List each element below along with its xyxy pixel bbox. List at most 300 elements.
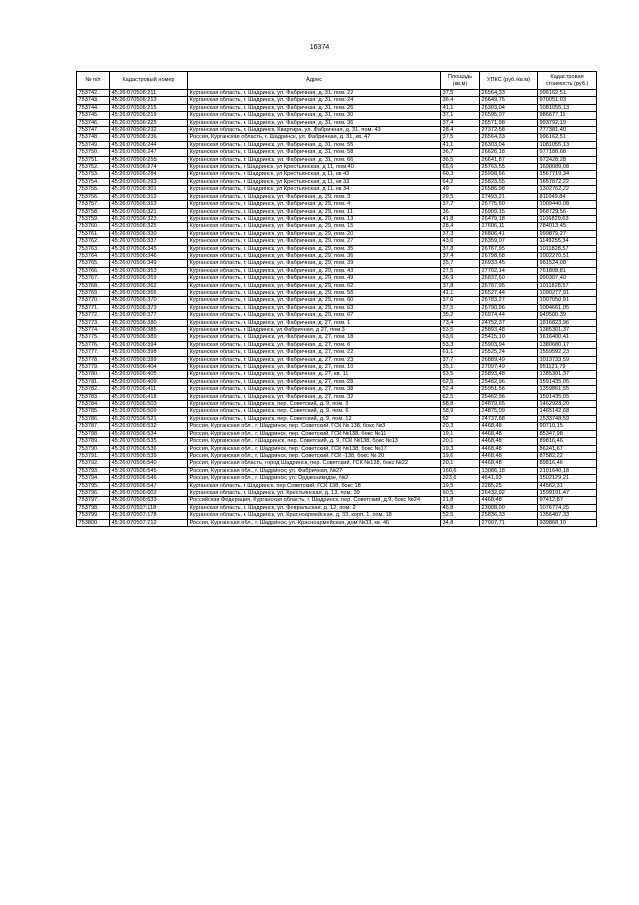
table-row <box>77 393 597 400</box>
cadastral-cost-cell: 1385301,37 <box>538 371 597 378</box>
row-number-cell: 753786. <box>77 415 110 422</box>
cadastral-cost-cell: 939868,19 <box>538 519 597 526</box>
cadastral-number-cell: 45:26:070506:349 <box>110 260 188 267</box>
cadastral-number-cell: 45:26:070506:325 <box>110 223 188 230</box>
cadastral-cost-cell: 968729,56 <box>538 208 597 215</box>
upks-cell: 23008,00 <box>480 504 538 511</box>
cadastral-cost-cell: 986677,11 <box>538 112 597 119</box>
address-cell: Курганская область, г. Шадринск, ул. Фабричная, д. 29, пом. 39 <box>188 260 441 267</box>
area-cell: 41,1 <box>441 141 480 148</box>
cadastral-number-cell: 45:26:070506:366 <box>110 289 188 296</box>
upks-cell: 26626,18 <box>480 149 538 156</box>
upks-cell: 4641,93 <box>480 475 538 482</box>
area-cell: 37,4 <box>441 252 480 259</box>
table-row <box>77 452 597 459</box>
cadastral-cost-cell: 970051,03 <box>538 97 597 104</box>
table-row <box>77 112 597 119</box>
table-row <box>77 119 597 126</box>
area-cell: 37,7 <box>441 356 480 363</box>
cadastral-number-cell: 45:26:070506:232 <box>110 127 188 134</box>
cadastral-cost-cell: 1149255,34 <box>538 238 597 245</box>
table-row <box>77 97 597 104</box>
header-address: Адрес <box>188 72 441 90</box>
address-cell: Курганская область, г. Шадринск, ул. Фабричная, д. 27, пом. 38 <box>188 386 441 393</box>
address-cell: Курганская область, г. Шадринск, ул. Фабричная, д. 31, пом. 55 <box>188 141 441 148</box>
table-row <box>77 127 597 134</box>
row-number-cell: 753744. <box>77 104 110 111</box>
cadastral-cost-cell: 972428,28 <box>538 156 597 163</box>
cadastral-table <box>76 71 597 527</box>
area-cell: 27,5 <box>441 267 480 274</box>
cadastral-cost-cell: 1616400,41 <box>538 334 597 341</box>
address-cell: Курганская область, г. Шадринск, ул. Фабричная, д. 27, пом. 18 <box>188 334 441 341</box>
cadastral-number-cell: 45:26:070506:633 <box>110 497 188 504</box>
address-cell: Курганская область, г. Шадринск, ул. Красноармейская, д. 33, корп. 1, пом. 18 <box>188 512 441 519</box>
table-row <box>77 460 597 467</box>
cadastral-number-cell: 45:26:070507:178 <box>110 512 188 519</box>
upks-cell: 25893,48 <box>480 327 538 334</box>
upks-cell: 4468,48 <box>480 423 538 430</box>
cadastral-cost-cell: 961524,08 <box>538 260 597 267</box>
cadastral-number-cell: 45:26:070506:385 <box>110 327 188 334</box>
table-row <box>77 415 597 422</box>
area-cell: 36,5 <box>441 156 480 163</box>
cadastral-number-cell: 45:26:070506:532 <box>110 423 188 430</box>
row-number-cell: 753758. <box>77 208 110 215</box>
upks-cell: 25462,96 <box>480 378 538 385</box>
table-row <box>77 178 597 185</box>
row-number-cell: 753765. <box>77 260 110 267</box>
area-cell: 60,3 <box>441 171 480 178</box>
cadastral-cost-cell: 1690089,08 <box>538 164 597 171</box>
row-number-cell: 753790. <box>77 445 110 452</box>
cadastral-number-cell: 45:26:070506:215 <box>110 104 188 111</box>
row-number-cell: 753770. <box>77 297 110 304</box>
area-cell: 20,1 <box>441 460 480 467</box>
cadastral-cost-cell: 1816823,96 <box>538 319 597 326</box>
table-row <box>77 312 597 319</box>
row-number-cell: 753763. <box>77 245 110 252</box>
cadastral-cost-cell: 1302762,22 <box>538 186 597 193</box>
row-number-cell: 753799. <box>77 512 110 519</box>
row-number-cell: 753783. <box>77 393 110 400</box>
row-number-cell: 753752. <box>77 164 110 171</box>
table-row <box>77 341 597 348</box>
cadastral-cost-cell: 1591435,05 <box>538 378 597 385</box>
table-row <box>77 215 597 222</box>
cadastral-cost-cell: 1081055,13 <box>538 141 597 148</box>
area-cell: 29,5 <box>441 193 480 200</box>
table-header-row <box>77 72 597 90</box>
area-cell: 34,8 <box>441 519 480 526</box>
upks-cell: 24752,37 <box>480 319 538 326</box>
cadastral-cost-cell: 97412,87 <box>538 497 597 504</box>
cadastral-cost-cell: 90710,15 <box>538 423 597 430</box>
area-cell: 35,7 <box>441 260 480 267</box>
cadastral-number-cell: 45:26:070506:534 <box>110 430 188 437</box>
row-number-cell: 753794. <box>77 475 110 482</box>
address-cell: Россия, Курганская область, г. Шадринск, ул. Фабричная, д. 31, кв. 47 <box>188 134 441 141</box>
table-row <box>77 401 597 408</box>
cadastral-number-cell: 45:26:070506:321 <box>110 208 188 215</box>
row-number-cell: 753774. <box>77 327 110 334</box>
address-cell: Курганская область, г. Шадринск, ул. Фабричная, д. 29, пом. 49 <box>188 275 441 282</box>
table-row <box>77 489 597 496</box>
cadastral-number-cell: 45:26:070506:389 <box>110 334 188 341</box>
area-cell: 35,1 <box>441 364 480 371</box>
upks-cell: 26359,07 <box>480 238 538 245</box>
table-row <box>77 252 597 259</box>
address-cell: Курганская область, г. Шадринск, ул. Фабричная, д. 31, пом. 36 <box>188 119 441 126</box>
cadastral-number-cell: 45:26:070506:380 <box>110 319 188 326</box>
upks-cell: 26889,49 <box>480 356 538 363</box>
table-row <box>77 156 597 163</box>
area-cell: 61,1 <box>441 349 480 356</box>
upks-cell: 24875,09 <box>480 408 538 415</box>
upks-cell: 26571,98 <box>480 119 538 126</box>
row-number-cell: 753789. <box>77 438 110 445</box>
upks-cell: 26595,07 <box>480 112 538 119</box>
table-row <box>77 386 597 393</box>
address-cell: Россия, Курганская обл., г. Шадринск, пер. Советский, ГСК №138, бокс №11 <box>188 430 441 437</box>
upks-cell: 24879,65 <box>480 401 538 408</box>
cadastral-number-cell: 45:26:070506:373 <box>110 304 188 311</box>
address-cell: Курганская область, г. Шадринск, ул. Фабричная, д. 27, пом. 6 <box>188 341 441 348</box>
row-number-cell: 753785. <box>77 408 110 415</box>
area-cell: 36,4 <box>441 97 480 104</box>
table-row <box>77 319 597 326</box>
address-cell: Курганская область, г. Шадринск, ул. Фабричная, д. 29, пом. 13 <box>188 215 441 222</box>
area-cell: 21,8 <box>441 497 480 504</box>
upks-cell: 26767,95 <box>480 245 538 252</box>
cadastral-number-cell: 45:26:070506:547 <box>110 482 188 489</box>
address-cell: Россия, Курганская обл., г. Шадринск, пер. Советский, ГСК №138, бокс №17 <box>188 445 441 452</box>
upks-cell: 27606,11 <box>480 223 538 230</box>
cadastral-number-cell: 45:26:070506:255 <box>110 156 188 163</box>
upks-cell: 26775,60 <box>480 201 538 208</box>
upks-cell: 25415,10 <box>480 334 538 341</box>
cadastral-cost-cell: 784013,45 <box>538 223 597 230</box>
cadastral-number-cell: 45:26:070506:539 <box>110 452 188 459</box>
area-cell: 19,1 <box>441 430 480 437</box>
upks-cell: 26909,15 <box>480 208 538 215</box>
upks-cell: 26783,27 <box>480 297 538 304</box>
table-row <box>77 475 597 482</box>
row-number-cell: 753756. <box>77 193 110 200</box>
row-number-cell: 753766. <box>77 267 110 274</box>
upks-cell: 25525,24 <box>480 349 538 356</box>
cadastral-cost-cell: 1599191,47 <box>538 489 597 496</box>
row-number-cell: 753797. <box>77 497 110 504</box>
area-cell: 41,1 <box>441 289 480 296</box>
cadastral-number-cell: 45:26:070506:346 <box>110 252 188 259</box>
row-number-cell: 753745. <box>77 112 110 119</box>
upks-cell: 25893,48 <box>480 371 538 378</box>
address-cell: Курганская область, г. Шадринск, Квартира, ул. Фабричная, д. 31, пом. 43 <box>188 127 441 134</box>
table-row <box>77 349 597 356</box>
table-row <box>77 275 597 282</box>
cadastral-number-cell: 45:26:070506:330 <box>110 230 188 237</box>
area-cell: 53,5 <box>441 371 480 378</box>
table-row <box>77 445 597 452</box>
cadastral-cost-cell: 1013733,59 <box>538 356 597 363</box>
upks-cell: 26767,95 <box>480 282 538 289</box>
cadastral-number-cell: 45:26:070506:211 <box>110 90 188 97</box>
cadastral-number-cell: 45:26:070506:362 <box>110 282 188 289</box>
address-cell: Курганская область, г. Шадринск, ул. Фабричная, д. 29, пом. 35 <box>188 245 441 252</box>
upks-cell: 26586,98 <box>480 186 538 193</box>
cadastral-cost-cell: 949500,39 <box>538 312 597 319</box>
cadastral-cost-cell: 1011828,57 <box>538 245 597 252</box>
address-cell: Россия, Курганская обл., г. Шадринск, пер. Советский, ГСК № 138, бокс №3 <box>188 423 441 430</box>
upks-cell: 27097,49 <box>480 364 538 371</box>
area-cell: 73,4 <box>441 319 480 326</box>
cadastral-cost-cell: 1002270,51 <box>538 252 597 259</box>
area-cell: 20,3 <box>441 423 480 430</box>
table-row <box>77 260 597 267</box>
table-row <box>77 378 597 385</box>
address-cell: Курганская область, г. Шадринск, ул. Фабричная, д. 29, пом. 36 <box>188 252 441 259</box>
cadastral-number-cell: 45:26:070506:213 <box>110 97 188 104</box>
row-number-cell: 753759. <box>77 215 110 222</box>
cadastral-number-cell: 45:26:070506:503 <box>110 401 188 408</box>
row-number-cell: 753788. <box>77 430 110 437</box>
area-cell: 58,8 <box>441 401 480 408</box>
area-cell: 65,6 <box>441 164 480 171</box>
table-row <box>77 201 597 208</box>
area-cell: 35,2 <box>441 312 480 319</box>
table-row <box>77 90 597 97</box>
header-area: Площадь (кв.м) <box>441 72 480 90</box>
cadastral-cost-cell: 990307,40 <box>538 275 597 282</box>
upks-cell: 26798,68 <box>480 252 538 259</box>
area-cell: 43,6 <box>441 238 480 245</box>
area-cell: 323,6 <box>441 475 480 482</box>
upks-cell: 27007,71 <box>480 519 538 526</box>
address-cell: Курганская область, г. Шадринск, ул. Фабричная, д. 29, пом. 3 <box>188 193 441 200</box>
area-cell: 64,2 <box>441 178 480 185</box>
area-cell: 37,7 <box>441 201 480 208</box>
upks-cell: 26933,45 <box>480 260 538 267</box>
cadastral-number-cell: 45:26:070506:323 <box>110 215 188 222</box>
address-cell: Курганская область, г. Шадринск, ул. Фабричная, д. 31, пом. 30 <box>188 112 441 119</box>
area-cell: 37,1 <box>441 112 480 119</box>
address-cell: Курганская область, г. Шадринск, ул. Фабричная, д. 27, кв. 11 <box>188 371 441 378</box>
upks-cell: 27702,14 <box>480 267 538 274</box>
cadastral-number-cell: 45:26:070506:536 <box>110 445 188 452</box>
table-row <box>77 512 597 519</box>
row-number-cell: 753742. <box>77 90 110 97</box>
area-cell: 20,1 <box>441 438 480 445</box>
cadastral-cost-cell: 1533748,59 <box>538 415 597 422</box>
address-cell: Курганская область, г. Шадринск, пер. Советский, д. 9, пом. 3 <box>188 401 441 408</box>
cadastral-number-cell: 45:26:070506:247 <box>110 149 188 156</box>
address-cell: Курганская область, г Шадринск, ул Фабричная, д 27, пом 3 <box>188 327 441 334</box>
upks-cell: 25951,56 <box>480 386 538 393</box>
address-cell: Курганская область, г. Шадринск, пер. Советский, д. 9, пом. 6 <box>188 408 441 415</box>
table-row <box>77 171 597 178</box>
row-number-cell: 753780. <box>77 371 110 378</box>
table-row <box>77 223 597 230</box>
table-row <box>77 519 597 526</box>
area-cell: 37,5 <box>441 304 480 311</box>
area-cell: 36 <box>441 208 480 215</box>
upks-cell: 26974,44 <box>480 312 538 319</box>
row-number-cell: 753795. <box>77 482 110 489</box>
address-cell: Россия, Курганская обл., г. Шадринск, ул. Фабричная, №27 <box>188 467 441 474</box>
cadastral-cost-cell: 761808,81 <box>538 267 597 274</box>
row-number-cell: 753754. <box>77 178 110 185</box>
cadastral-number-cell: 45:26:070506:312 <box>110 193 188 200</box>
address-cell: Курганская область, г Шадринск, ул Крестьянская, д 11, кв 43 <box>188 171 441 178</box>
area-cell: 52,4 <box>441 386 480 393</box>
address-cell: Курганская область, г. Шадринск, ул. Фабричная, д. 29, пом. 63 <box>188 304 441 311</box>
table-body <box>77 90 597 527</box>
address-cell: Курганская область, г. Шадринск, ул. Фабричная, д. 29, пом. 4 <box>188 201 441 208</box>
area-cell: 53,3 <box>441 341 480 348</box>
cadastral-number-cell: 45:26:070506:545 <box>110 467 188 474</box>
address-cell: Россия, Курганская обл., г.Шадринск, пер. Советский, д. 9, ГСК №138, бокс №13 <box>188 438 441 445</box>
row-number-cell: 753757. <box>77 201 110 208</box>
table-row <box>77 282 597 289</box>
cadastral-cost-cell: 89816,46 <box>538 438 597 445</box>
area-cell: 19,6 <box>441 452 480 459</box>
cadastral-cost-cell: 1567719,34 <box>538 171 597 178</box>
cadastral-number-cell: 45:26:070506:225 <box>110 119 188 126</box>
upks-cell: 26479,18 <box>480 215 538 222</box>
table-row <box>77 482 597 489</box>
address-cell: Курганская область, г. Шадринск, ул. Фабричная, д. 31, пом. 26 <box>188 104 441 111</box>
header-num: № п/п <box>77 72 110 90</box>
upks-cell: 26641,87 <box>480 156 538 163</box>
address-cell: Курганская область, г. Шадринск, пер. Советский, д. 9, пом. 12 <box>188 415 441 422</box>
row-number-cell: 753776. <box>77 341 110 348</box>
area-cell: 46,8 <box>441 504 480 511</box>
cadastral-number-cell: 45:26:070506:337 <box>110 238 188 245</box>
upks-cell: 25836,33 <box>480 512 538 519</box>
cadastral-number-cell: 45:26:070506:293 <box>110 178 188 185</box>
cadastral-number-cell: 45:26:070507:118 <box>110 504 188 511</box>
cadastral-number-cell: 45:26:070506:399 <box>110 356 188 363</box>
row-number-cell: 753747. <box>77 127 110 134</box>
upks-cell: 26527,44 <box>480 289 538 296</box>
row-number-cell: 753761. <box>77 230 110 237</box>
area-cell: 37,3 <box>441 230 480 237</box>
row-number-cell: 753762. <box>77 238 110 245</box>
cadastral-number-cell: 45:26:070506:394 <box>110 341 188 348</box>
upks-cell: 4468,48 <box>480 452 538 459</box>
area-cell: 37,8 <box>441 245 480 252</box>
cadastral-number-cell: 45:26:070506:521 <box>110 415 188 422</box>
area-cell: 58,9 <box>441 408 480 415</box>
address-cell: Курганская область, г. Шадринск, ул. Фабричная, д. 31, пом. 66 <box>188 156 441 163</box>
address-cell: Российская Федерация, Курганская область, г. Шадринск, пер. Советский, д.9, бокс №24 <box>188 497 441 504</box>
cadastral-number-cell: 45:26:070506:345 <box>110 245 188 252</box>
table-row <box>77 356 597 363</box>
upks-cell: 25763,55 <box>480 164 538 171</box>
upks-cell: 4468,48 <box>480 460 538 467</box>
table-row <box>77 408 597 415</box>
row-number-cell: 753751. <box>77 156 110 163</box>
upks-cell: 26564,33 <box>480 134 538 141</box>
table-row <box>77 371 597 378</box>
address-cell: Курганская область, г. Шадринск, ул. Фабричная, д. 31, пом. 24 <box>188 97 441 104</box>
address-cell: Россия, Курганская область, город Шадринск, пер. Советский, ГСК №138, бокс №22 <box>188 460 441 467</box>
cadastral-cost-cell: 1076774,25 <box>538 504 597 511</box>
cadastral-number-cell: 45:26:070506:377 <box>110 312 188 319</box>
cadastral-cost-cell: 999879,27 <box>538 230 597 237</box>
row-number-cell: 753792. <box>77 460 110 467</box>
cadastral-cost-cell: 977180,68 <box>538 149 597 156</box>
cadastral-number-cell: 45:26:070506:244 <box>110 141 188 148</box>
row-number-cell: 753760. <box>77 223 110 230</box>
upks-cell: 26303,04 <box>480 104 538 111</box>
table-row <box>77 238 597 245</box>
cadastral-cost-cell: 1502129,21 <box>538 475 597 482</box>
row-number-cell: 753787. <box>77 423 110 430</box>
cadastral-number-cell: 45:26:070506:359 <box>110 275 188 282</box>
cadastral-cost-cell: 951121,79 <box>538 364 597 371</box>
header-upks: УПКС (руб./кв.м) <box>480 72 538 90</box>
cadastral-cost-cell: 777381,40 <box>538 127 597 134</box>
row-number-cell: 753753. <box>77 171 110 178</box>
cadastral-number-cell: 45:26:070506:411 <box>110 386 188 393</box>
upks-cell: 2285,25 <box>480 482 538 489</box>
area-cell: 36,7 <box>441 149 480 156</box>
address-cell: Курганская область, г. Шадринск, ул. Фабричная, д. 29, пом. 15 <box>188 223 441 230</box>
area-cell: 19,5 <box>441 482 480 489</box>
row-number-cell: 753768. <box>77 282 110 289</box>
table-row <box>77 208 597 215</box>
address-cell: Курганская область, г. Шадринск, ул. Крестьянская, д. 13, пом. 39 <box>188 489 441 496</box>
row-number-cell: 753800. <box>77 519 110 526</box>
cadastral-cost-cell: 1106829,63 <box>538 215 597 222</box>
table-row <box>77 504 597 511</box>
cadastral-cost-cell: 1657872,22 <box>538 178 597 185</box>
table-row <box>77 267 597 274</box>
row-number-cell: 753796. <box>77 489 110 496</box>
cadastral-number-cell: 45:26:070506:219 <box>110 112 188 119</box>
cadastral-number-cell: 45:26:070506:546 <box>110 475 188 482</box>
table-row <box>77 334 597 341</box>
table-row <box>77 327 597 334</box>
cadastral-cost-cell: 1385301,37 <box>538 327 597 334</box>
row-number-cell: 753775. <box>77 334 110 341</box>
table-row <box>77 467 597 474</box>
upks-cell: 26837,60 <box>480 275 538 282</box>
upks-cell: 4468,48 <box>480 497 538 504</box>
address-cell: Россия, Курганская обл., г. Шадринск, ул. Красноармейская, дом №33, кв. 46 <box>188 519 441 526</box>
upks-cell: 26432,92 <box>480 489 538 496</box>
address-cell: Курганская область, г. Шадринск, ул. Фабричная, д. 29, пом. 60 <box>188 297 441 304</box>
cadastral-cost-cell: 1090277,91 <box>538 289 597 296</box>
address-cell: Курганская область, г. Шадринск, ул. Фабричная, д. 29, пом. 52 <box>188 282 441 289</box>
cadastral-cost-cell: 1559592,23 <box>538 349 597 356</box>
upks-cell: 27372,58 <box>480 127 538 134</box>
upks-cell: 26649,75 <box>480 97 538 104</box>
cadastral-cost-cell: 1591435,05 <box>538 393 597 400</box>
table-row <box>77 304 597 311</box>
cadastral-number-cell: 45:26:070506:418 <box>110 393 188 400</box>
address-cell: Курганская область, г. Шадринск, ул. Фабричная, д. 29, пом. 11 <box>188 208 441 215</box>
cadastral-cost-cell: 2101640,18 <box>538 467 597 474</box>
address-cell: Курганская область, г. Шадринск, ул. Фабричная, д. 29, пом. 67 <box>188 312 441 319</box>
upks-cell: 26790,96 <box>480 304 538 311</box>
address-cell: Курганская область, г. Шадринск, ул. Фабричная, д. 29, пом. 56 <box>188 289 441 296</box>
area-cell: 28,4 <box>441 127 480 134</box>
cadastral-number-cell: 45:26:070506:405 <box>110 371 188 378</box>
table-row <box>77 423 597 430</box>
